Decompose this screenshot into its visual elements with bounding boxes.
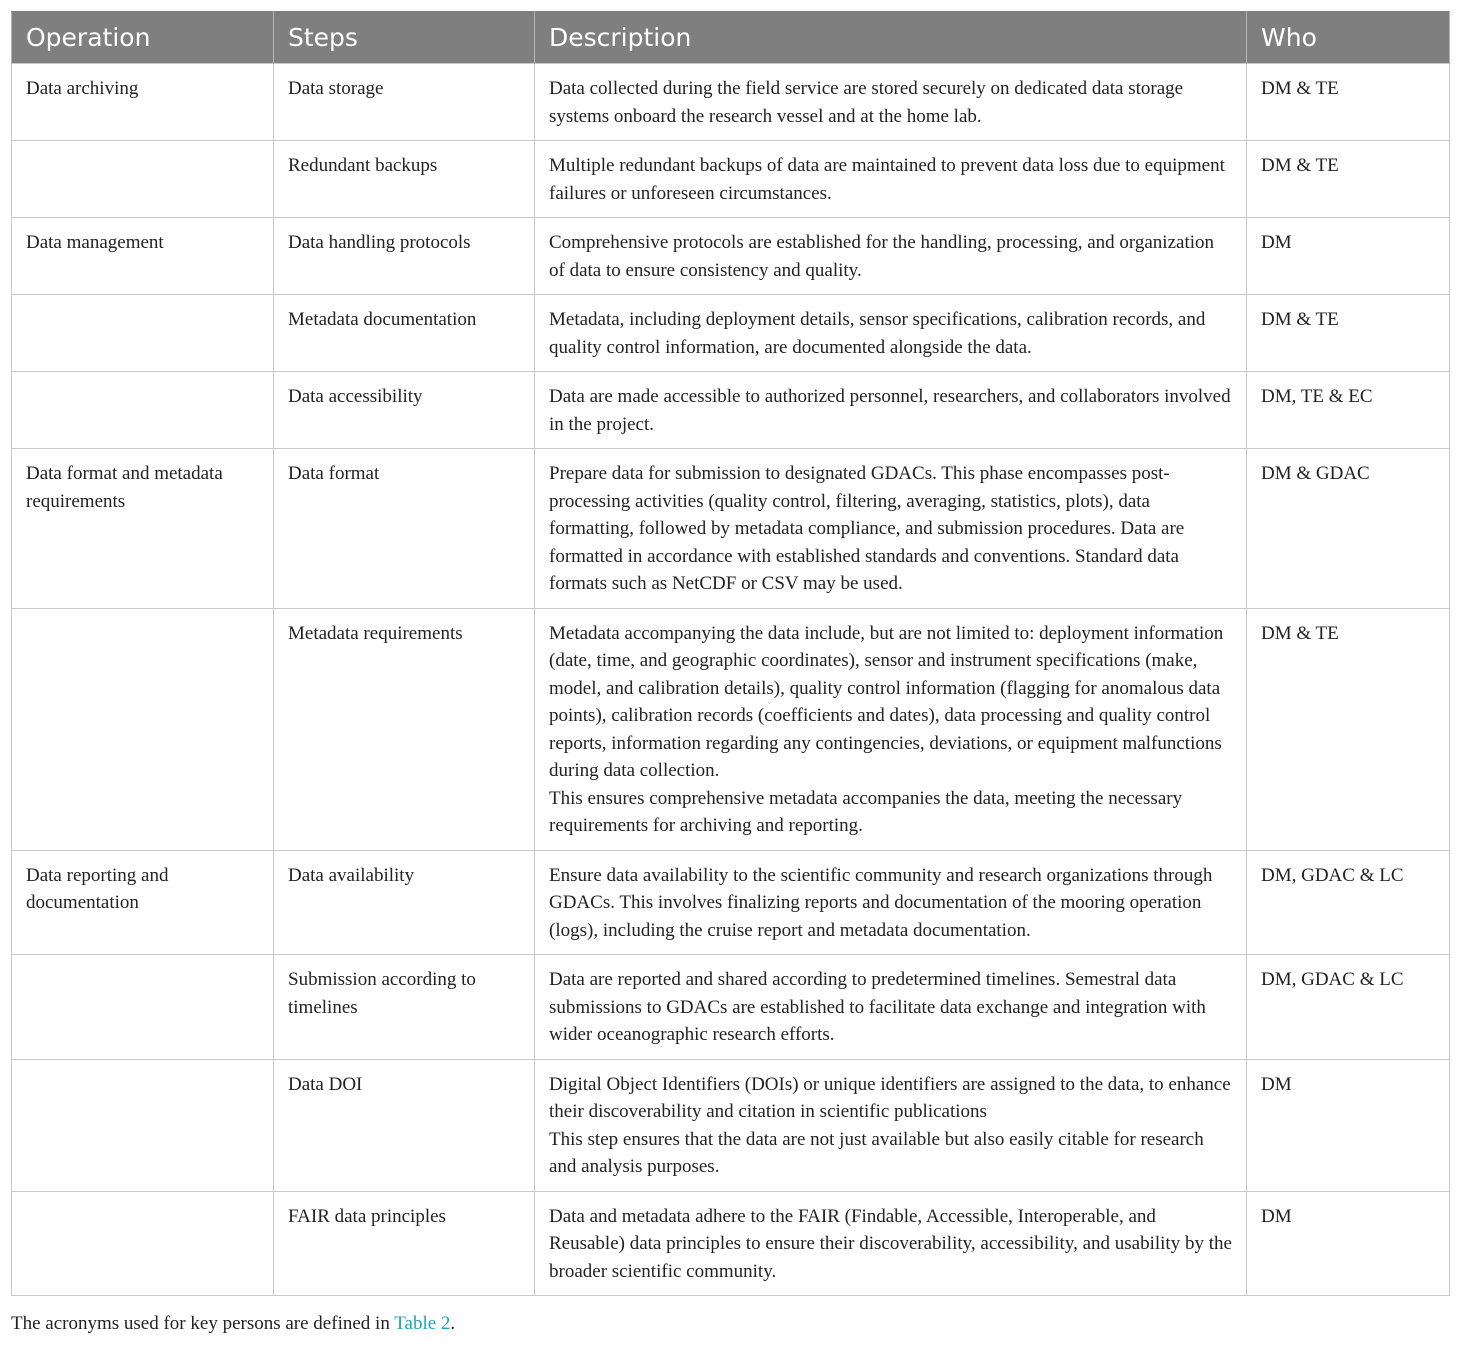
description-cell bbox=[535, 449, 1247, 609]
who-cell: DM & GDAC bbox=[1247, 449, 1450, 609]
table-row bbox=[12, 850, 1450, 955]
description-paragraph: Ensure data availability to the scientific community and research organizations through GDACs. This involves finalizing reports and documentation of the mooring operation (logs), including the cruise report and metadata documentation. bbox=[549, 864, 1213, 941]
description-paragraph: Data collected during the field service are stored securely on dedicated data storage systems onboard the research vessel and at the home lab. bbox=[549, 78, 1184, 127]
table-row bbox=[12, 449, 1450, 609]
footnote bbox=[11, 1313, 455, 1335]
description-paragraph: Metadata accompanying the data include, but are not limited to: deployment information (date, time, and geographic coordinates), sensor and instrument specifications (make, model, and calibration details), quality control information (flagging for anomalous data points), calibration records (coefficients and dates), data processing and quality control reports, information regarding any contingencies, deviations, or equipment malfunctions during data collection. bbox=[549, 622, 1224, 781]
table-row bbox=[12, 1191, 1450, 1296]
description-paragraph: Comprehensive protocols are established for the handling, processing, and organization of data to ensure consistency and quality. bbox=[549, 232, 1214, 281]
who-cell: DM, GDAC & LC bbox=[1247, 850, 1450, 955]
table-body bbox=[12, 64, 1450, 1296]
step-cell: Data handling protocols bbox=[274, 218, 535, 295]
description-cell bbox=[535, 218, 1247, 295]
description-paragraph: Prepare data for submission to designated GDACs. This phase encompasses post-processing activities (quality control, filtering, averaging, statistics, plots), data formatting, followed by metadata compliance, and submission procedures. Data are formatted in accordance with established standards and conventions. Standard data formats such as NetCDF or CSV may be used. bbox=[549, 463, 1185, 594]
description-cell bbox=[535, 1059, 1247, 1191]
who-cell: DM bbox=[1247, 1191, 1450, 1296]
who-cell: DM bbox=[1247, 1059, 1450, 1191]
table-2-link[interactable]: Table 2 bbox=[394, 1313, 451, 1334]
description-paragraph: Data are reported and shared according to predetermined timelines. Semestral data submissions to GDACs are established to facilitate data exchange and integration with wider oceanographic research efforts. bbox=[549, 969, 1206, 1045]
header-operation: Operation bbox=[12, 12, 274, 64]
operation-cell bbox=[12, 295, 274, 372]
step-cell: Submission according to timelines bbox=[274, 955, 535, 1060]
table-header bbox=[12, 12, 1450, 64]
operation-cell: Data reporting and documentation bbox=[12, 850, 274, 955]
step-cell: Metadata requirements bbox=[274, 608, 535, 850]
who-cell: DM & TE bbox=[1247, 295, 1450, 372]
description-cell bbox=[535, 372, 1247, 449]
who-cell: DM & TE bbox=[1247, 64, 1450, 141]
header-who: Who bbox=[1247, 12, 1450, 64]
operation-cell bbox=[12, 608, 274, 850]
step-cell: Data availability bbox=[274, 850, 535, 955]
header-description: Description bbox=[535, 12, 1247, 64]
table-container bbox=[11, 11, 1449, 1296]
operation-cell bbox=[12, 955, 274, 1060]
table-row bbox=[12, 372, 1450, 449]
table-row bbox=[12, 955, 1450, 1060]
description-paragraph: Data and metadata adhere to the FAIR (Findable, Accessible, Interoperable, and Reusable) data principles to ensure their discoverability, accessibility, and usability by the broader scientific community. bbox=[549, 1205, 1232, 1282]
description-paragraph: Multiple redundant backups of data are maintained to prevent data loss due to equipment failures or unforeseen circumstances. bbox=[549, 155, 1225, 204]
step-cell: Data accessibility bbox=[274, 372, 535, 449]
operation-cell bbox=[12, 372, 274, 449]
description-paragraph: Data are made accessible to authorized personnel, researchers, and collaborators involved in the project. bbox=[549, 386, 1231, 435]
footnote-end: . bbox=[450, 1313, 456, 1334]
who-cell: DM, TE & EC bbox=[1247, 372, 1450, 449]
table-row bbox=[12, 295, 1450, 372]
table-row bbox=[12, 1059, 1450, 1191]
operation-cell: Data archiving bbox=[12, 64, 274, 141]
description-cell bbox=[535, 295, 1247, 372]
operation-cell: Data format and metadata requirements bbox=[12, 449, 274, 609]
operation-cell bbox=[12, 1191, 274, 1296]
description-cell bbox=[535, 1191, 1247, 1296]
operations-table bbox=[11, 11, 1450, 1296]
header-row bbox=[12, 12, 1450, 64]
description-paragraph: This ensures comprehensive metadata accompanies the data, meeting the necessary requirements for archiving and reporting. bbox=[549, 787, 1183, 836]
operation-cell bbox=[12, 1059, 274, 1191]
table-row bbox=[12, 64, 1450, 141]
footnote-text: The acronyms used for key persons are defined in bbox=[11, 1313, 395, 1334]
step-cell: Data format bbox=[274, 449, 535, 609]
header-steps: Steps bbox=[274, 12, 535, 64]
description-cell bbox=[535, 955, 1247, 1060]
description-cell bbox=[535, 64, 1247, 141]
who-cell: DM, GDAC & LC bbox=[1247, 955, 1450, 1060]
step-cell: FAIR data principles bbox=[274, 1191, 535, 1296]
step-cell: Data storage bbox=[274, 64, 535, 141]
operation-cell bbox=[12, 141, 274, 218]
step-cell: Metadata documentation bbox=[274, 295, 535, 372]
description-cell bbox=[535, 141, 1247, 218]
description-paragraph: Metadata, including deployment details, sensor specifications, calibration records, and quality control information, are documented alongside the data. bbox=[549, 309, 1206, 358]
description-cell bbox=[535, 608, 1247, 850]
table-row bbox=[12, 608, 1450, 850]
description-paragraph: This step ensures that the data are not just available but also easily citable for research and analysis purposes. bbox=[549, 1128, 1204, 1177]
who-cell: DM bbox=[1247, 218, 1450, 295]
description-paragraph: Digital Object Identifiers (DOIs) or unique identifiers are assigned to the data, to enhance their discoverability and citation in scientific publications bbox=[549, 1073, 1231, 1122]
description-cell bbox=[535, 850, 1247, 955]
step-cell: Redundant backups bbox=[274, 141, 535, 218]
table-row bbox=[12, 141, 1450, 218]
operation-cell: Data management bbox=[12, 218, 274, 295]
step-cell: Data DOI bbox=[274, 1059, 535, 1191]
who-cell: DM & TE bbox=[1247, 608, 1450, 850]
table-row bbox=[12, 218, 1450, 295]
who-cell: DM & TE bbox=[1247, 141, 1450, 218]
